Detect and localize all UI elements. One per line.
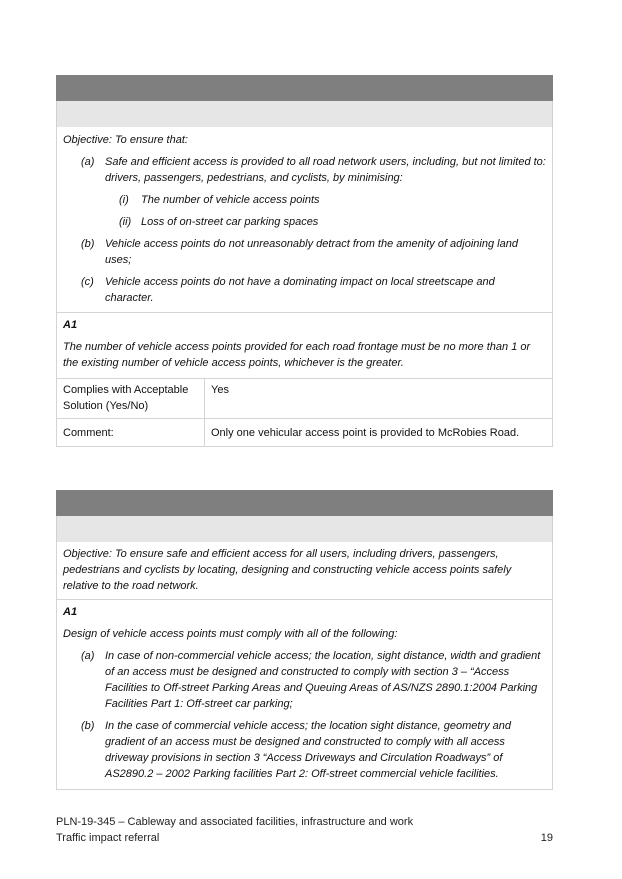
complies-value: Yes — [205, 379, 553, 419]
compliance-table — [56, 379, 553, 447]
a1-heading: A1 — [63, 606, 78, 618]
section-1-subheader-bar — [56, 101, 553, 127]
a1-text: The number of vehicle access points provided for each road frontage must be no more than 1 or the existing number of vehicle access points, whichever is the greater. — [63, 341, 531, 369]
comment-label: Comment: — [57, 419, 205, 447]
list-item: (b) Vehicle access points do not unreasonably detract from the amenity of adjoining land uses; — [81, 238, 518, 266]
list-item: (c) Vehicle access points do not have a dominating impact on local streetscape and character. — [81, 276, 495, 304]
footer-subtitle: Traffic impact referral — [56, 832, 160, 844]
complies-label: Complies with Acceptable Solution (Yes/No) — [57, 379, 205, 419]
section-2-objective: Objective: To ensure safe and efficient access for all users, including drivers, passengers, pedestrians and cyclists by locating, designing and constructing vehicle access points safely relative to the road network. — [56, 542, 553, 600]
page-footer — [56, 814, 553, 846]
page-number: 19 — [540, 832, 553, 844]
list-item: (a) Safe and efficient access is provided to all road network users, including, but not limited to: drivers, passengers, pedestrians, and cyclists, by minimising: — [81, 156, 546, 184]
footer-document-title: PLN-19-345 – Cableway and associated facilities, infrastructure and work — [56, 816, 414, 828]
table-row — [57, 379, 553, 419]
section-2-subheader-bar — [56, 516, 553, 542]
list-item: (a) In case of non-commercial vehicle access; the location, sight distance, width and gradient of an access must be designed and constructed to comply with section 3 – “Access Facilities to Off-street Parking Areas and Queuing Areas of AS/NZS 2890.1:2004 Parking Facilities Part 1: Off-street car parking; — [81, 650, 541, 710]
section-1 — [56, 75, 553, 447]
section-1-header-bar — [56, 75, 553, 101]
list-subitem: (ii) Loss of on-street car parking spaces — [119, 216, 319, 228]
section-2-header-bar — [56, 490, 553, 516]
objective-intro: Objective: To ensure that: — [63, 134, 188, 146]
section-1-a1 — [56, 313, 553, 379]
section-2 — [56, 490, 553, 790]
a1-intro: Design of vehicle access points must comply with all of the following: — [63, 628, 398, 640]
comment-value: Only one vehicular access point is provided to McRobies Road. — [205, 419, 553, 447]
section-1-objective — [56, 127, 553, 313]
list-subitem: (i) The number of vehicle access points — [119, 194, 320, 206]
table-row — [57, 419, 553, 447]
section-2-a1 — [56, 600, 553, 790]
list-item: (b) In the case of commercial vehicle access; the location sight distance, geometry and gradient of an access must be designed and constructed to comply with all access driveway provisions in section 3 “Access Driveways and Circulation Roadways” of AS2890.2 – 2002 Parking facilities Part 2: Off-street commercial vehicle facilities. — [81, 720, 511, 780]
a1-heading: A1 — [63, 319, 78, 331]
